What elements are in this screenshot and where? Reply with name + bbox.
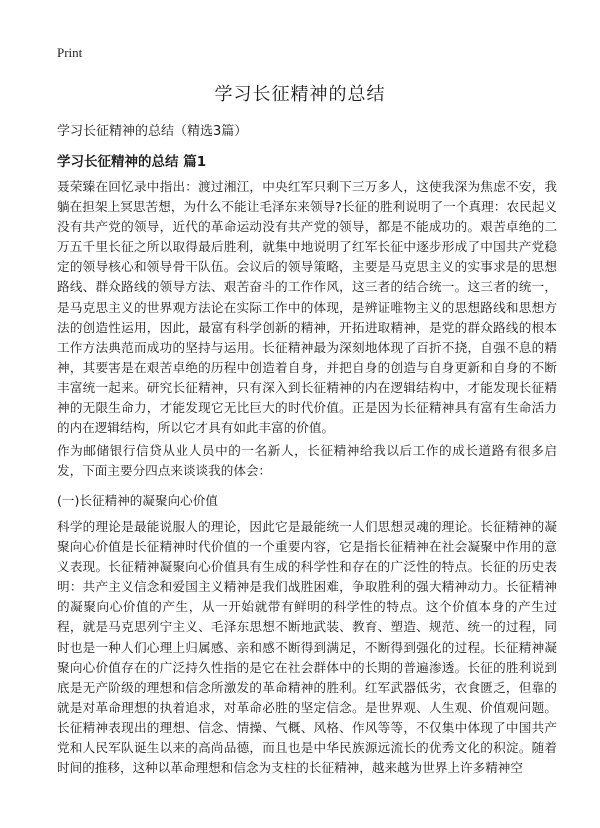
paragraph: 科学的理论是最能说服人的理论，因此它是最能统一人们思想灵魂的理论。长征精神的凝聚向心价值是长征精神时代价值的一个重要内容，它是指长征精神在社会凝聚中作用的意义表现。长征精神凝聚向心价值具有生成的科学性和存在的广泛性的特点。长征的历史表明：共产主义信念和爱国主义精神是我们战胜困难，争取胜利的强大精神动力。长征精神的凝聚向心价值的产生，从一开始就带有鲜明的科学性的特点。这个价值本身的产生过程，就是马克思列宁主义、毛泽东思想不断地武装、教育、塑造、规范、统一的过程，同时也是一种人们心理上归属感、亲和感不断得到满足，不断得到强化的过程。长征精神凝聚向心价值存在的广泛持久性指的是它在社会群体中的长期的普遍渗透。长征的胜利说到底是无产阶级的理想和信念所激发的革命精神的胜利。红军武器低劣，衣食匮乏，但靠的就是对革命理想的执着追求，对革命必胜的坚定信念。是世界观、人生观、价值观问题。长征精神表现出的理想、信念、情操、气概、风格、作风等等，不仅集中体现了中国共产党和人民军队诞生以来的高尚品德，而且也是中华民族源远流长的优秀文化的积淀。随着时间的推移，这种以革命理想和信念为支柱的长征精神，越来越为世界上许多精神空: [57, 519, 557, 776]
section-heading: 学习长征精神的总结 篇1: [57, 154, 207, 170]
paragraph: 作为邮储银行信贷从业人员中的一名新人，长征精神给我以后工作的成长道路有很多启发，下面主要分四点来谈谈我的体会：: [57, 443, 557, 479]
document-subtitle: 学习长征精神的总结（精选3篇）: [57, 124, 248, 139]
page-title: 学习长征精神的总结: [214, 84, 386, 105]
subsection-heading: (一)长征精神的凝聚向心价值: [57, 493, 218, 508]
paragraph: 聂荣臻在回忆录中指出：渡过湘江，中央红军只剩下三万多人，这使我深为焦虑不安，我躺在担架上冥思苦想，为什么不能让毛泽东来领导?长征的胜利说明了一个真理：农民起义没有共产党的领导，近代的革命运动没有共产党的领导，都是不能成功的。艰苦卓绝的二万五千里长征之所以取得最后胜利，就集中地说明了红军长征中逐步形成了中国共产党稳定的领导核心和领导骨干队伍。会议后的领导策略，主要是马克思主义的实事求是的思想路线、群众路线的领导方法、艰苦奋斗的工作作风，这三者的结合统一。这三者的统一，是马克思主义的世界观方法论在实际工作中的体现，是辨证唯物主义的思想路线和思想方法的创造性运用，因此，最富有科学创新的精神，开拓进取精神，是党的群众路线的根本工作方法典范而成功的坚持与运用。长征精神最为深刻地体现了百折不挠，自强不息的精神，其要害是在艰苦卓绝的历程中创造着自身，并把自身的创造与自身更新和自身的不断丰富统一起来。研究长征精神，只有深入到长征精神的内在逻辑结构中，才能发现长征精神的无限生命力，才能发现它无比巨大的时代价值。正是因为长征精神具有富有生命活力的内在逻辑结构，所以它才具有如此丰富的价值。: [57, 179, 557, 436]
print-link[interactable]: Print: [57, 45, 83, 60]
